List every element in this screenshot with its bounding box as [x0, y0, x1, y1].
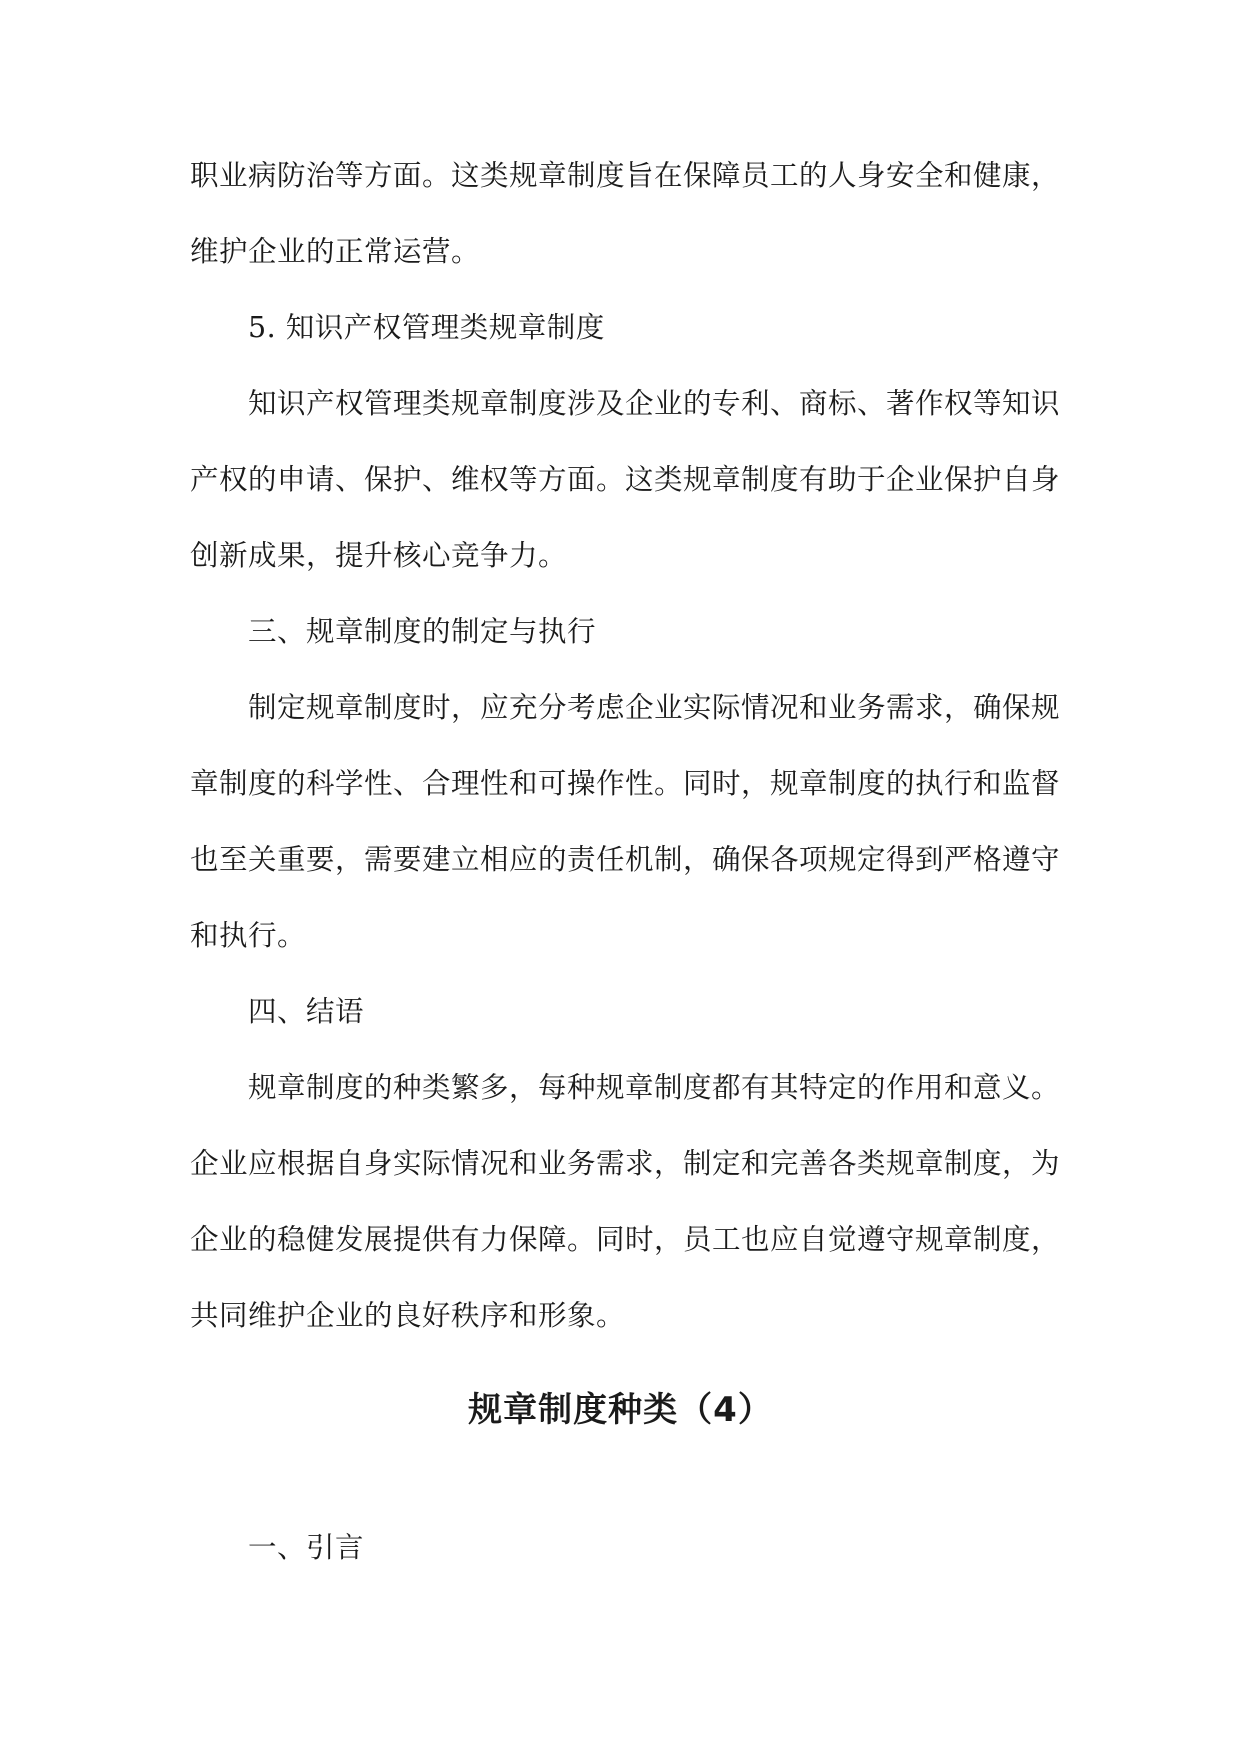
paragraph	[190, 1050, 1061, 1354]
paragraph	[190, 670, 1061, 974]
text-line: 章制度的科学性、合理性和可操作性。同时，规章制度的执行和监督	[190, 767, 1061, 800]
text-line: 产权的申请、保护、维权等方面。这类规章制度有助于企业保护自身	[190, 463, 1061, 496]
paragraph	[190, 138, 1061, 290]
section-heading	[190, 594, 1052, 670]
text-line: 也至关重要，需要建立相应的责任机制，确保各项规定得到严格遵守	[190, 843, 1061, 876]
text-line: 5. 知识产权管理类规章制度	[248, 311, 605, 344]
text-line: 创新成果，提升核心竞争力。	[190, 539, 568, 572]
text-line: 制定规章制度时，应充分考虑企业实际情况和业务需求，确保规	[248, 691, 1061, 724]
intro-section	[190, 1510, 1052, 1586]
text-line: 共同维护企业的良好秩序和形象。	[190, 1299, 626, 1332]
intro-heading: 一、引言	[248, 1531, 365, 1564]
text-line: 职业病防治等方面。这类规章制度旨在保障员工的人身安全和健康，	[190, 159, 1061, 192]
section-heading	[190, 974, 1052, 1050]
document-body	[190, 138, 1061, 1354]
paragraph	[190, 366, 1061, 594]
text-line: 企业应根据自身实际情况和业务需求，制定和完善各类规章制度，为	[190, 1147, 1061, 1180]
text-line: 维护企业的正常运营。	[190, 235, 481, 268]
text-line: 企业的稳健发展提供有力保障。同时，员工也应自觉遵守规章制度，	[190, 1223, 1061, 1256]
text-line: 三、规章制度的制定与执行	[248, 615, 597, 648]
text-line: 和执行。	[190, 919, 307, 952]
list-heading	[190, 290, 1052, 366]
text-line: 四、结语	[248, 995, 365, 1028]
section-title: 规章制度种类（4）	[468, 1390, 773, 1430]
text-line: 知识产权管理类规章制度涉及企业的专利、商标、著作权等知识	[248, 387, 1061, 420]
text-line: 规章制度的种类繁多，每种规章制度都有其特定的作用和意义。	[248, 1071, 1061, 1104]
